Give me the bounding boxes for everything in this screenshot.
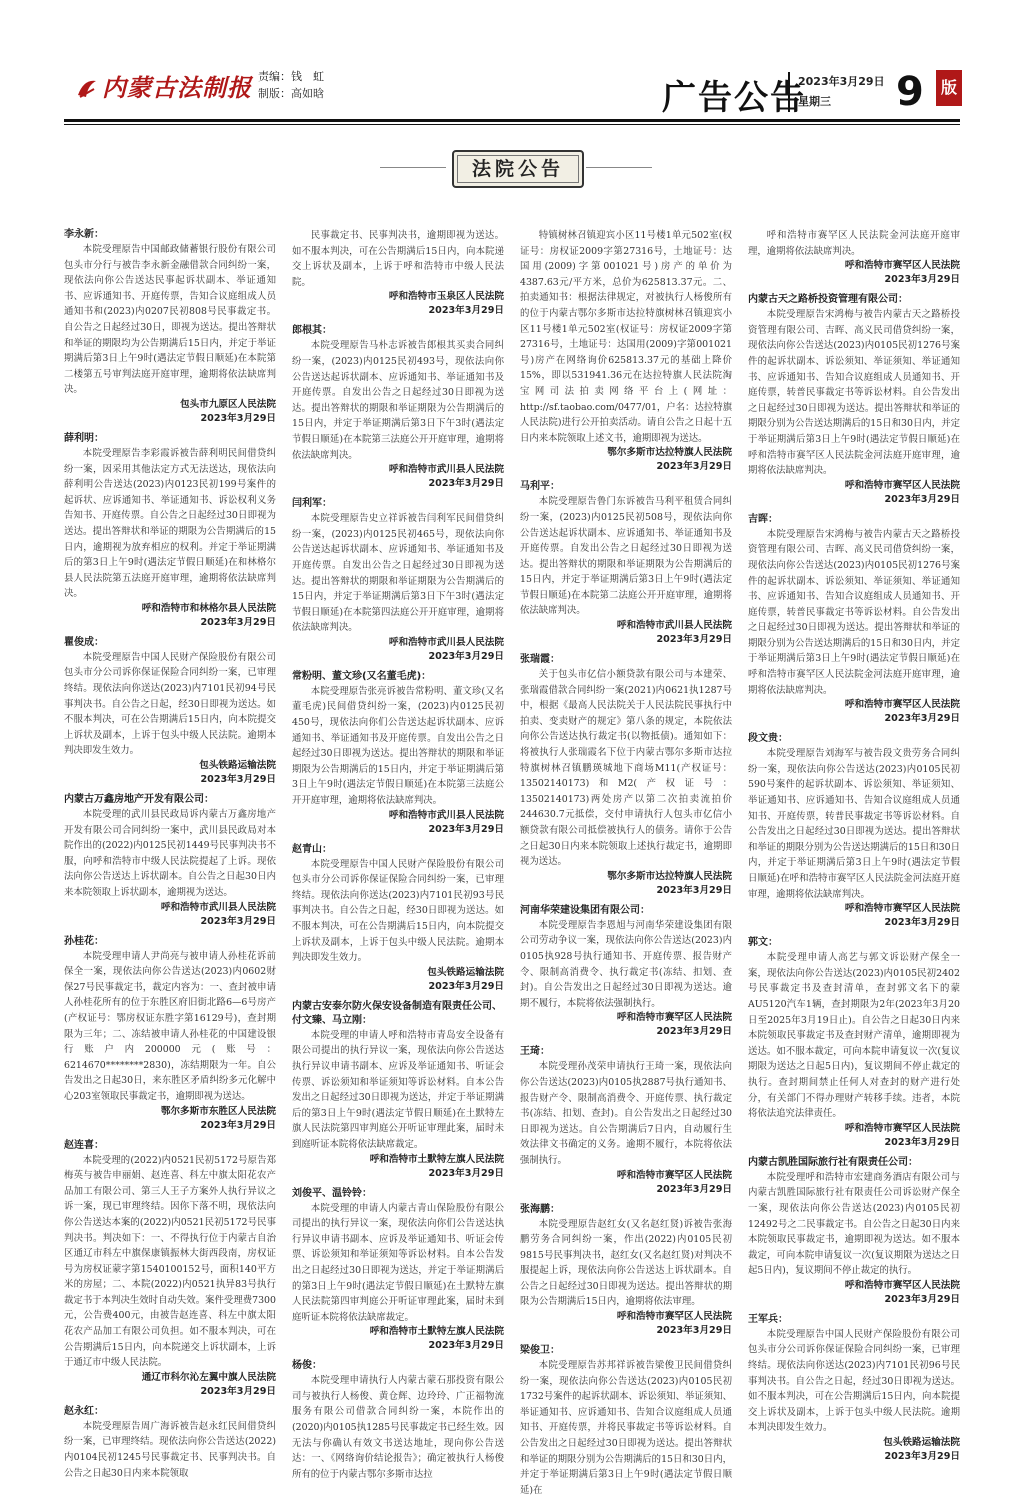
issue-date-box: [788, 72, 896, 112]
notice-body: 本院受理原告刘海军与被告段文贵劳务合同纠纷一案，现依法向你公告送达(2023)内0105民初590号案件的起诉状副本、诉讼须知、举证须知、举证通知书、应诉通知书、告知合议庭组成人员通知书、开庭传票，转普民事裁定书等诉讼材料。自公告发出之日起经过30日即视为送达。提出答辩状和举证的期限分别为公告送达期满后的15日和30日内，并定于举证期满后第3日上午9时(遇法定节假日顺延)在呼和浩特市赛罕区人民法院金河法庭开庭审理，逾期将依法缺席判决。: [748, 748, 960, 900]
notice-recipient: 段文贵：: [748, 733, 788, 745]
notice-recipient: 王军兵：: [748, 1313, 788, 1325]
notice-body: 民事裁定书、民事判决书，逾期即视为送达。如不服本判决，可在公告期满后15日内，向本院递交上诉状及副本，上诉于呼和浩特市中级人民法院。: [292, 230, 504, 288]
column-1: [64, 228, 276, 1479]
notice-date: 2023年3月29日: [200, 616, 276, 628]
court-notice: [64, 1405, 276, 1481]
notice-date: 2023年3月29日: [428, 1167, 504, 1179]
notice-date: 2023年3月29日: [656, 634, 732, 646]
notice-recipient: 张瑞霞：: [520, 654, 560, 666]
banner-title: 法院公告: [457, 155, 579, 183]
court-notice-banner: [452, 150, 584, 188]
court-notice: [292, 497, 504, 664]
notice-body: 本院受理原告周广海诉被告赵永红民间借贷纠纷一案，已审理终结。现依法向你公告送达(2022)内0104民初1245号民事裁定书、民事判决书。自公告之日起30日内来本院领取: [64, 1420, 276, 1479]
notice-body: 本院受理呼和浩特市宏建商务酒店有限公司与内蒙古凯胜国际旅行社有限责任公司诉讼财产保全一案，现依法向你公告送达(2023)内0105民初12492号之二民事裁定书。自公告之日起30日内来本院领取民事裁定书，逾期即视为送达。如不服本裁定，可向本院申请复议一次(复议期限为送达之日起5日内)，复议期间不停止裁定的执行。: [748, 1171, 960, 1277]
notice-recipient: 内蒙古安泰尔防火保安设备制造有限责任公司、付文臻、马立刚：: [292, 1000, 502, 1026]
notice-recipient: 王琦：: [520, 1046, 550, 1058]
notice-date: 2023年3月29日: [428, 823, 504, 835]
notice-court: 鄂尔多斯市东胜区人民法院: [160, 1105, 276, 1117]
masthead: [0, 60, 1024, 116]
notice-recipient: 内蒙古万鑫房地产开发有限公司：: [64, 794, 214, 806]
notice-body: 本院受理的申请人内蒙古青山保险股份有限公司提出的执行异议一案，现依法向你们公告送达执行异议申请书副本、应诉及举证通知书、听证会传票、诉讼须知和举证须知等诉讼材料。自本公告发出之日起经过30日即视为送达，并定于举证期满后的第3日上午9时(遇法定节假日顺延)在土默特左旗人民法院第四审判庭公开听证审理此案，届时未到庭听证本院将依法缺席裁定。: [292, 1202, 504, 1323]
notice-court: 呼和浩特市武川县人民法院: [160, 901, 276, 913]
notice-body: 关于包头市亿信小额贷款有限公司与本建荣、张瑞霞借款合同纠纷一案(2021)内0621执1287号中，根据《最高人民法院关于人民法院民事执行中拍卖、变卖财产的规定》第八条的规定，本院依法向你公告送达执行裁定书(以物抵债)。通知如下：将被执行人张瑞霞名下位于内蒙古鄂尔多斯市达拉特旗树林召镇鹏瑛城地下商场M11(产权证号：13502140173)和M2(产权证号：13502140173)两处房产以第二次拍卖流拍价244630.7元抵偿，交付申请执行人包头市亿信小额贷款有限公司抵偿被执行人的债务。请你于公告之日起30日内来本院领取上述执行裁定书，逾期即视为送达。: [520, 669, 732, 868]
notice-recipient: 常粉明、董文珍(又名董毛虎)：: [292, 670, 432, 682]
notice-court: 包头铁路运输法院: [427, 966, 504, 978]
notice-body: 本院受理的(2022)内0521民初5172号原告郑梅英与被告申丽娟、赵连喜、科左中旗太阳花农产品加工有限公司、第三人王子方案外人执行异议之诉一案，现已审理终结。因你下落不明，现依法向你公告送达本案的(2022)内0521民初5172号民事判决书。判决如下：一、不得执行位于内蒙古自治区通辽市科左中旗保康镇振林大街西段南，房权证号为房权证蒙字第1540100152号，面积140平方米的房屋；二、本院(2022)内0521执异83号执行裁定书于本判决生效时自动失效。案件受理费7300元，公告费400元，由被告赵连喜、科左中旗太阳花农产品加工有限公司负担。如不服本判决，可在公告期满后15日内，向本院递交上诉状副本，上诉于通辽市中级人民法院。: [64, 1154, 276, 1369]
court-notice: [292, 843, 504, 994]
court-notice: [520, 653, 732, 898]
notice-body: 呼和浩特市赛罕区人民法院金河法庭开庭审理，逾期将依法缺席判决。: [748, 230, 960, 257]
column-2: [292, 228, 504, 1480]
logo-mark-icon: [76, 77, 98, 99]
court-notice: [292, 1000, 504, 1181]
notice-body: 本院受理原告中国人民财产保险股份有限公司包头市分公司诉你保证保险合同纠纷一案，已审理终结。现依法向你送达(2023)内7101民初96号民事判决书。自公告之日起，经过30日即视为送达。如不服本判决，可在公告期满后15日内，向本院提交上诉状及副本，上诉于包头中级人民法院。逾期本判决即发生效力。: [748, 1328, 960, 1434]
notice-date: 2023年3月29日: [884, 713, 960, 725]
notice-court: 包头市九原区人民法院: [180, 398, 276, 410]
notice-date: 2023年3月29日: [200, 1385, 276, 1397]
notice-court: 呼和浩特市赛罕区人民法院: [616, 1169, 732, 1181]
court-notice: [292, 324, 504, 491]
notice-recipient: 薛利明：: [64, 432, 104, 444]
court-notice: [292, 1187, 504, 1354]
notice-court: 呼和浩特市和林格尔县人民法院: [141, 602, 276, 614]
notice-date: 2023年3月29日: [656, 1026, 732, 1038]
notice-columns: [64, 228, 964, 1496]
notice-body: 本院受理原告李恩旭与河南华荣建设集团有限公司劳动争议一案，现依法向你公告送达(2023)内0105执928号执行通知书、开庭传票、报告财产令、限制高消费令、执行裁定书(冻结、扣划、查封)。自公告发出之日起经过30日即视为送达。逾期不履行，本院将依法强制执行。: [520, 919, 732, 1009]
notice-date: 2023年3月29日: [200, 412, 276, 424]
notice-recipient: 吉晖：: [748, 513, 778, 525]
notice-recipient: 刘俊平、温铃铃：: [292, 1187, 372, 1199]
notice-court: 鄂尔多斯市达拉特旗人民法院: [607, 870, 732, 882]
notice-date: 2023年3月29日: [656, 1325, 732, 1337]
court-notice: [748, 228, 960, 287]
court-notice: [520, 1203, 732, 1339]
notice-date: 2023年3月29日: [200, 915, 276, 927]
notice-body: 本院受理申请人尹尚亮与被申请人孙桂花诉前保全一案，现依法向你公告送达(2023)内0602财保27号民事裁定书，裁定内容为：一、查封被申请人孙桂花所有的位于东胜区府旧街北路6—6号房产(产权证号：鄂房权证东胜字第16129号)，查封期限为三年；二、冻结被申请人孙桂花的中国建设银行账户内200000元(账号：6214670********2830)，冻结期限为一年。自公告发出之日起30日，来东胜区矛盾纠纷多元化解中心203室领取民事裁定书，逾期即视为送达。: [64, 950, 276, 1102]
notice-body: 本院受理原告赵红女(又名赵红贤)诉被告张海鹏劳务合同纠纷一案，作出(2022)内0105民初9815号民事判决书，赵红女(又名赵红贤)对判决不服提起上诉，现依法向你公告送达上诉状副本。自公告之日起经过30日即视为送达。提出答辩状的期限为公告期满后15日内，逾期将依法审理。: [520, 1218, 732, 1308]
notice-court: 呼和浩特市赛罕区人民法院: [844, 903, 960, 915]
notice-court: 呼和浩特市赛罕区人民法院: [844, 479, 960, 491]
notice-date: 2023年3月29日: [428, 980, 504, 992]
notice-recipient: 瞿俊成：: [64, 636, 104, 648]
notice-court: 呼和浩特市赛罕区人民法院: [616, 1311, 732, 1323]
notice-body: 本院受理原告中国人民财产保险股份有限公司包头市分公司诉你保证保险合同纠纷一案，已审理终结。现依法向你送达(2023)内7101民初93号民事判决书。自公告之日起，经30日即视为送达。如不服本判决，可在公告期满后15日内，向本院提交上诉状及副本，上诉于包头中级人民法院。逾期本判决即发生效力。: [292, 858, 504, 964]
credits: [258, 68, 324, 102]
notice-body: 特镇树林召镇迎宾小区11号楼1单元502室(权证号：房权证2009字第27316号，土地证号：达国用(2009)字第001021号)房产的单价为4387.63元/平方米，总价为625813.37元。二、拍卖通知书：根据法律规定，对被执行人杨俊所有的位于内蒙古鄂尔多斯市达拉特旗树林召镇迎宾小区11号楼1单元502室(权证号：房权证2009字第27316号，土地证号：达国用(2009)字第001021号)房产在网络询价625813.37元的基础上降价15%，即以531941.36元在达拉特旗人民法院淘宝网司法拍卖网络平台上(网址：http://sf.taobao.com/0477/01，户名：达拉特旗人民法院)进行公开拍卖活动。请自公告之日起十五日内来本院领取上述文书，逾期即视为送达。: [520, 230, 732, 444]
court-notice: [64, 935, 276, 1133]
notice-court: 呼和浩特市赛罕区人民法院: [844, 1279, 960, 1291]
notice-body: 本院受理孙茂荣申请执行王琦一案，现依法向你公告送达(2023)内0105执2887号执行通知书、报告财产令、限制高消费令、开庭传票、执行裁定书(冻结、扣划、查封)。自公告发出之日起经过30日即视为送达。自公告期满后7日内，自动履行生效法律文书确定的义务。逾期不履行，本院将依法强制执行。: [520, 1061, 732, 1166]
notice-court: 鄂尔多斯市达拉特旗人民法院: [607, 447, 732, 459]
notice-body: 本院受理原告宋鸿梅与被告内蒙古天之路桥投资管理有限公司、吉晖、高义民司借贷纠纷一案，现依法向你公告送达(2023)内0105民初1276号案件的起诉状副本、诉讼须知、举证须知、举证通知书、应诉通知书、告知合议庭组成人员通知书、开庭传票，转普民事裁定书等诉讼材料。自公告发出之日起经过30日即视为送达。提出答辩状和举证的期限分别为公告送达期满后的15日和30日内，并定于举证期满后第3日上午9时(遇法定节假日顺延)在呼和浩特市赛罕区人民法院金河法庭开庭审理，逾期将依法缺席判决。: [748, 528, 960, 696]
court-notice: [520, 480, 732, 647]
logo-text: 内蒙古法制报: [102, 73, 252, 102]
notice-recipient: 杨俊：: [292, 1360, 322, 1372]
court-notice: [520, 228, 732, 474]
notice-body: 本院受理原告中国人民财产保险股份有限公司包头市分公司诉你保证保险合同纠纷一案，已审理终结。现依法向你送达(2023)内7101民初94号民事判决书。自公告之日起，经30日即视为送达。如不服本判决，可在公告期满后15日内，向本院提交上诉状及副本，上诉于包头中级人民法院。逾期本判决即发生效力。: [64, 651, 276, 757]
notice-date: 2023年3月29日: [428, 478, 504, 490]
notice-date: 2023年3月29日: [884, 274, 960, 286]
notice-date: 2023年3月29日: [656, 461, 732, 473]
notice-date: 2023年3月29日: [200, 774, 276, 786]
court-notice: [748, 1313, 960, 1464]
notice-body: 本院受理原告张亮诉被告常粉明、董文珍(又名董毛虎)民间借贷纠纷一案，(2023)内0125民初450号，现依法向你们公告送达起诉状副本、应诉通知书、举证通知书及开庭传票。自发出公告之日起经过30日即视为送达。提出答辩状的期限和举证期限为公告期满后的15日内，并定于举证期满后第3日上午9时(遇法定节假日顺延)在本院第三法庭公开开庭审理，逾期将依法缺席判决。: [292, 685, 504, 807]
banner-rule-left: [380, 167, 446, 168]
header-rule-thin: [64, 124, 960, 125]
notice-court: 呼和浩特市武川县人民法院: [616, 620, 732, 632]
notice-date: 2023年3月29日: [428, 1340, 504, 1352]
notice-recipient: 河南华荣建设集团有限公司：: [520, 904, 650, 916]
notice-court: 包头铁路运输法院: [199, 760, 276, 772]
court-notice: [64, 228, 276, 426]
notice-body: 本院受理原告鲁门东诉被告马利平租赁合同纠纷一案，(2023)内0125民初508号，现依法向你公告送达起诉状副本、应诉通知书、举证通知书及开庭传票。自发出公告之日起经过30日即视为送达。提出答辩状的期限和举证期限为公告期满后的15日内，并定于举证期满后第3日上午9时(遇法定节假日顺延)在本院第二法庭公开开庭审理，逾期将依法缺席判决。: [520, 496, 732, 617]
court-notice: [64, 1139, 276, 1399]
court-notice: [748, 293, 960, 507]
notice-court: 呼和浩特市赛罕区人民法院: [844, 1122, 960, 1134]
court-notice: [520, 904, 732, 1040]
notice-recipient: 郎根其：: [292, 325, 332, 337]
court-notice: [748, 936, 960, 1150]
page-suffix-badge: 版: [936, 70, 962, 106]
notice-date: 2023年3月29日: [656, 1183, 732, 1195]
court-notice: [64, 432, 276, 630]
court-notice: [748, 513, 960, 727]
notice-court: 呼和浩特市武川县人民法院: [388, 809, 504, 821]
notice-body: 本院受理原告苏邦祥诉被告梁俊卫民间借贷纠纷一案，现依法向你公告送达(2023)内0105民初1732号案件的起诉状副本、诉讼须知、举证须知、举证通知书、应诉通知书、告知合议庭组成人员通知书、开庭传票，并将民事裁定书等诉讼材料。自公告发出之日起经过30日即视为送达。提出答辩状和举证的期限分别为公告期满后的15日和30日内，并定于举证期满后第3日上午9时(遇法定节假日顺延)在: [520, 1360, 732, 1496]
notice-recipient: 张海鹏：: [520, 1203, 560, 1215]
notice-court: 通辽市科尔沁左翼中旗人民法院: [141, 1371, 276, 1383]
notice-body: 本院受理申请人高艺与郭文诉讼财产保全一案，现依法向你公告送达(2023)内0105民初2402号民事裁定书及查封清单，查封郭文名下的蒙AU5120汽车1辆，查封期限为2年(2023年3月20日至2025年3月19日止)。自公告之日起30日内来本院领取民事裁定书及查封财产清单，逾期即视为送达。如不服本裁定，可向本院申请复议一次(复议期限为送达之日起5日内)，复议期间不停止裁定的执行。查封期间禁止任何人对查封的财产进行处分，有关部门不得办理财产转移手续。违者，本院将依法追究法律责任。: [748, 952, 960, 1120]
notice-recipient: 郭文：: [748, 937, 778, 949]
notice-recipient: 闫利军：: [292, 498, 332, 510]
notice-date: 2023年3月29日: [884, 1451, 960, 1463]
court-notice: [520, 1045, 732, 1196]
notice-recipient: 孙桂花：: [64, 935, 104, 947]
notice-recipient: 李永新：: [64, 229, 104, 240]
notice-court: 包头铁路运输法院: [883, 1437, 960, 1449]
issue-date: 2023年3月29日: [798, 75, 885, 88]
notice-court: 呼和浩特市赛罕区人民法院: [844, 260, 960, 272]
notice-recipient: 赵青山：: [292, 843, 332, 855]
notice-recipient: 马利平：: [520, 481, 560, 493]
newspaper-logo[interactable]: [76, 68, 252, 103]
column-4: [748, 228, 960, 1476]
court-notice: [748, 732, 960, 930]
notice-body: 本院受理原告中国邮政储蓄银行股份有限公司包头市分行与被告李永新金融借款合同纠纷一案，现依法向你公告送达民事起诉状副本、举证通知书、应诉通知书、开庭传票，告知合议庭组成人员通知书和(2023)内0207民初808号民事裁定书。自公告之日起经过30日，即视为送达。提出答辩状和举证的期限均为公告期满后15日内，并定于举证期满后第3日上午9时(遇法定节假日顺延)在本院第二楼第五号审判法庭开庭审理，逾期将依法缺席判决。: [64, 244, 276, 396]
notice-body: 本院受理原告李彩霞诉被告薛利明民间借贷纠纷一案，因采用其他法定方式无法送达，现依法向薛利明公告送达(2023)内0123民初199号案件的起诉状、应诉通知书、举证通知书、诉讼权利义务告知书、开庭传票。自公告之日起经过30日即视为送达。提出答辩状和举证的期限为公告期满后的15日内，逾期视为放弃相应的权利。并定于举证期满后的第3日上午9时(遇法定节假日顺延)在和林格尔县人民法院第五法庭开庭审理，逾期将依法缺席判决。: [64, 447, 276, 600]
notice-body: 本院受理原告宋鸿梅与被告内蒙古天之路桥投资管理有限公司、吉晖、高义民司借贷纠纷一案，现依法向你公告送达(2023)内0105民初1276号案件的起诉状副本、诉讼须知、举证须知、举证通知书、应诉通知书、告知合议庭组成人员通知书、开庭传票，转普民事裁定书等诉讼材料。自公告发出之日起经过30日即视为送达。提出答辩状和举证的期限分别为公告送达期满后的15日和30日内，并定于举证期满后第3日上午9时(遇法定节假日顺延)在呼和浩特市赛罕区人民法院金河法庭开庭审理，逾期将依法缺席判决。: [748, 309, 960, 477]
notice-recipient: 内蒙古凯胜国际旅行社有限责任公司：: [748, 1156, 918, 1168]
issue-weekday: 星期三: [798, 95, 831, 108]
notice-court: 呼和浩特市武川县人民法院: [388, 464, 504, 476]
court-notice: [292, 670, 504, 837]
court-notice: [748, 1156, 960, 1307]
court-notice: [64, 793, 276, 929]
notice-body: 本院受理原告史立祥诉被告闫利军民间借贷纠纷一案，(2023)内0125民初465号，现依法向你公告送达起诉状副本、应诉通知书、举证通知书及开庭传票。自发出公告之日起经过30日即视为送达。提出答辩状的期限和举证期限为公告期满后的15日内，并定于举证期满后第3日下午3时(遇法定节假日顺延)在本院第四法庭公开开庭审理，逾期将依法缺席判决。: [292, 513, 504, 634]
section-title: 广告公告: [662, 78, 806, 118]
page-number: 9: [896, 69, 924, 115]
court-notice: [520, 1344, 732, 1498]
notice-date: 2023年3月29日: [428, 305, 504, 317]
column-3: [520, 228, 732, 1496]
notice-date: 2023年3月29日: [656, 884, 732, 896]
notice-date: 2023年3月29日: [428, 650, 504, 662]
notice-body: 本院受理的武川县民政局诉内蒙古万鑫房地产开发有限公司合同纠纷一案中，武川县民政局对本院作出的(2022)内0125民初1449号民事判决书不服，向呼和浩特市中级人民法院提起了上诉。现依法向你公告送达上诉状副本。自公告之日起30日内来本院领取上诉状副本，逾期视为送达。: [64, 809, 276, 898]
notice-body: 本院受理原告马朴志诉被告郎根其买卖合同纠纷一案，(2023)内0125民初493号，现依法向你公告送达起诉状副本、应诉通知书、举证通知书及开庭传票。自发出公告之日起经过30日即视为送达。提出答辩状的期限和举证期限为公告期满后的15日内，并定于举证期满后第3日下午3时(遇法定节假日顺延)在本院第三法庭公开开庭审理，逾期将依法缺席判决。: [292, 340, 504, 461]
layout-label: 制版：高如晗: [258, 87, 324, 100]
editor-label: 责编：钱 虹: [258, 70, 324, 83]
notice-court: 呼和浩特市赛罕区人民法院: [616, 1012, 732, 1024]
notice-court: 呼和浩特市玉泉区人民法院: [388, 291, 504, 303]
notice-date: 2023年3月29日: [884, 1136, 960, 1148]
banner-rule-right: [586, 167, 652, 168]
notice-court: 呼和浩特市土默特左旗人民法院: [369, 1153, 504, 1165]
court-notice: [292, 228, 504, 318]
notice-court: 呼和浩特市武川县人民法院: [388, 636, 504, 648]
notice-court: 呼和浩特市赛罕区人民法院: [844, 699, 960, 711]
notice-date: 2023年3月29日: [200, 1119, 276, 1131]
notice-recipient: 赵连喜：: [64, 1139, 104, 1151]
notice-date: 2023年3月29日: [884, 493, 960, 505]
notice-recipient: 赵永红：: [64, 1405, 104, 1417]
court-notice: [64, 636, 276, 787]
notice-body: 本院受理的申请人呼和浩特市青岛安全设备有限公司提出的执行异议一案，现依法向你公告送达执行异议申请书副本、应诉及举证通知书、听证会传票、诉讼须知和举证须知等诉讼材料。自本公告发出之日起经过30日即视为送达，并定于举证期满后的第3日上午9时(遇法定节假日顺延)在土默特左旗人民法院第四审判庭公开听证审理此案，届时未到庭听证本院将依法缺席裁定。: [292, 1029, 504, 1150]
notice-date: 2023年3月29日: [884, 1293, 960, 1305]
notice-recipient: 梁俊卫：: [520, 1345, 560, 1357]
notice-date: 2023年3月29日: [884, 917, 960, 929]
notice-body: 本院受理申请执行人内蒙古蒙石那投资有限公司与被执行人杨俊、黄仓辉、边玲玲、广正福物流服务有限公司借款合同纠纷一案，本院作出的(2020)内0105执1285号民事裁定书已经生效。因无法与你确认有效文书送达地址，现向你公告送达：一、《网络询价结论报告》；确定被执行人杨俊所有的位于内蒙古鄂尔多斯市达拉: [292, 1375, 504, 1480]
court-notice: [292, 1359, 504, 1482]
notice-recipient: 内蒙古天之路桥投资管理有限公司：: [748, 294, 908, 306]
notice-court: 呼和浩特市土默特左旗人民法院: [369, 1326, 504, 1338]
header-rule: [64, 119, 960, 122]
